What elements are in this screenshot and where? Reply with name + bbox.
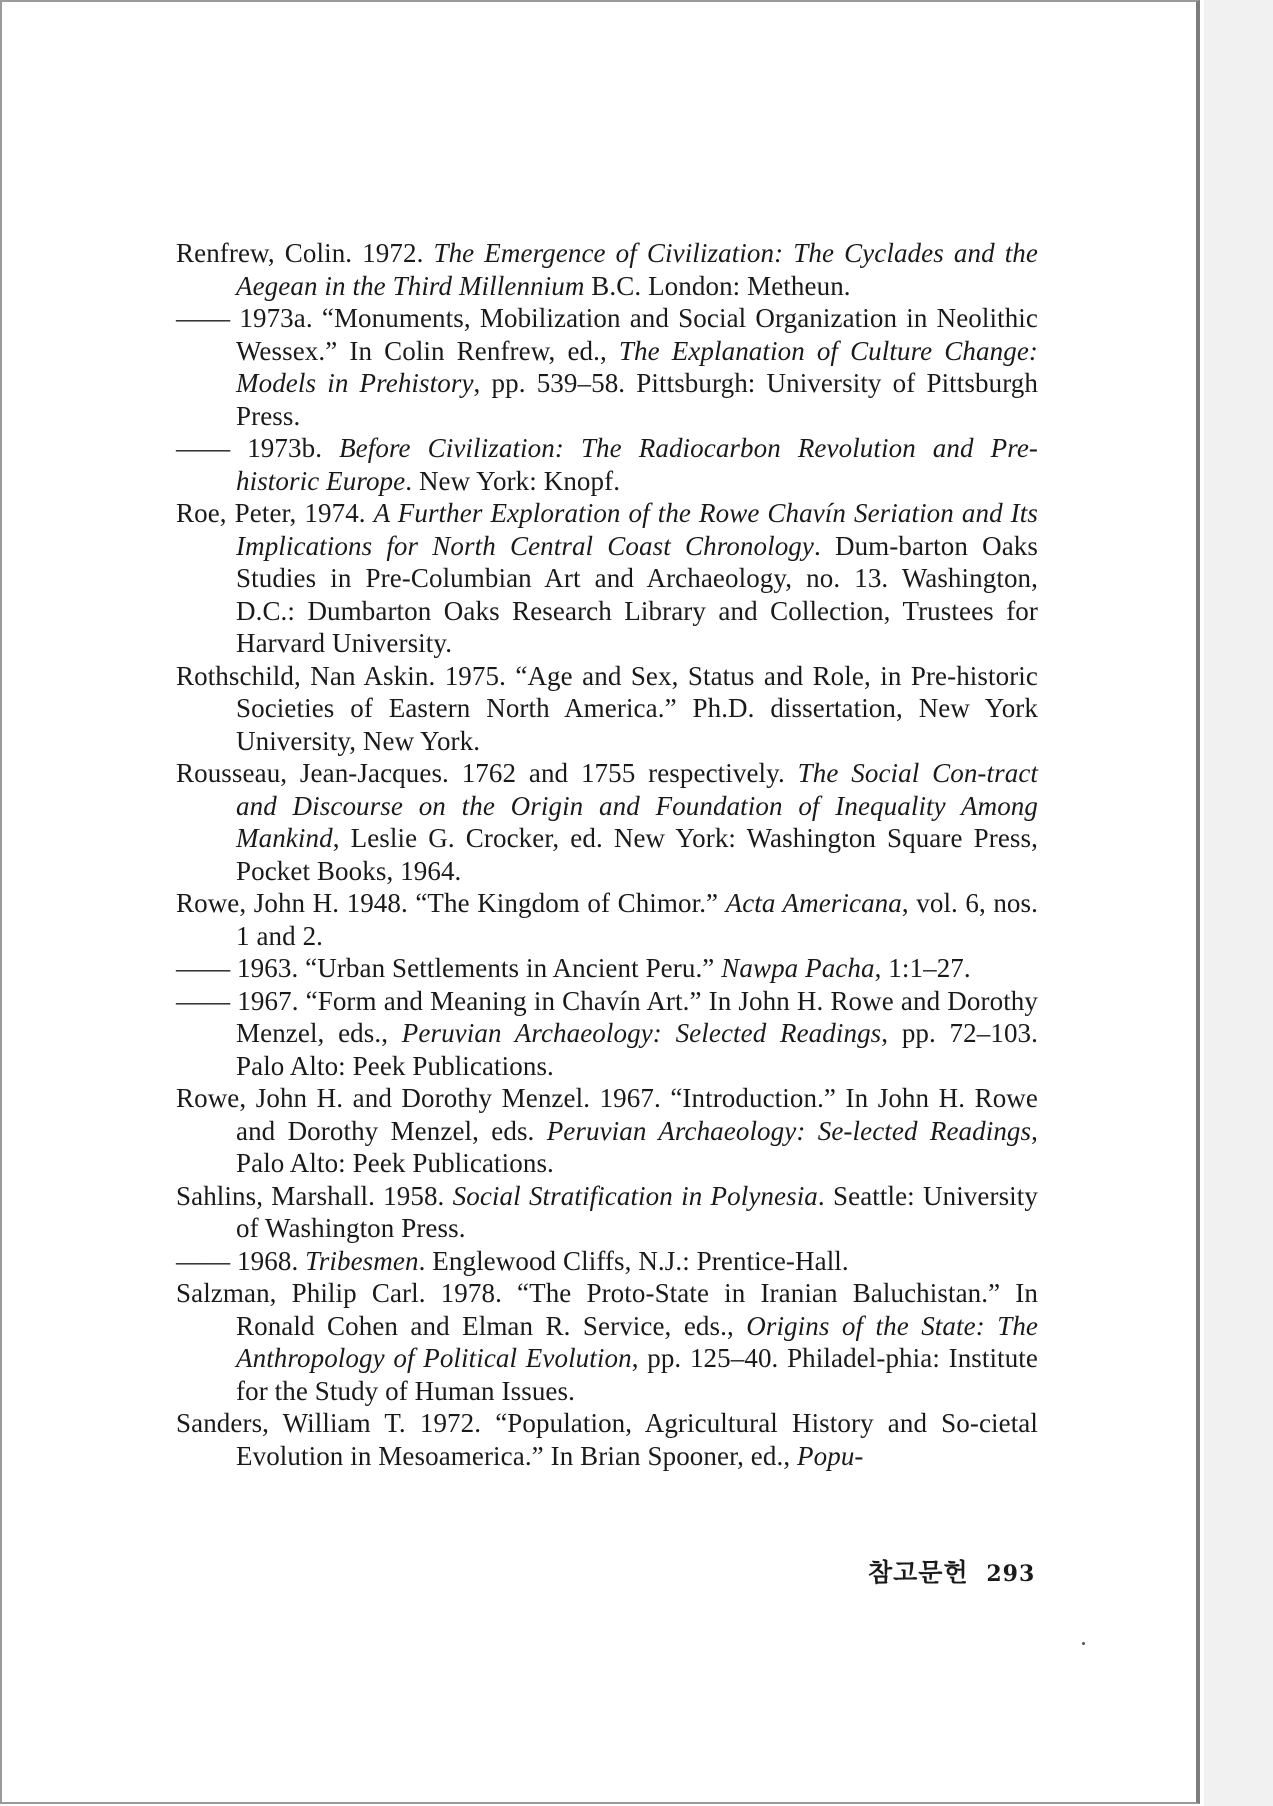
entry-title-italic: The Explanation of Culture Change: Models in Prehistory [236, 335, 1038, 398]
entry-text: Renfrew, Colin. 1972. [176, 238, 434, 268]
entry-title-italic: Nawpa Pacha [721, 953, 875, 983]
entry-title-italic: Tribesmen [305, 1245, 419, 1276]
entry-text: . New York: Knopf. [405, 465, 621, 496]
entry-text: , vol. 6, nos. 1 and 2. [236, 888, 1038, 951]
entry-title-italic: A Further Exploration of the Rowe Chavín Seriation and Its Implications for North Central Coast Chronology [236, 498, 1038, 561]
entry-text: Sahlins, Marshall. 1958. [176, 1180, 453, 1211]
entry-text: , pp. 72–103. Palo Alto: Peek Publications. [236, 1018, 1038, 1081]
entry-title-italic: The Emergence of Civilization: The Cyclades and the Aegean in the Third Millennium [236, 238, 1038, 301]
entry-text: Salzman, Philip Carl. 1978. “The Proto-State in Iranian Baluchistan.” In Ronald Cohen and Elman R. Service, eds., [176, 1278, 1038, 1341]
entry-title-italic: Acta Americana [725, 888, 902, 918]
entry-text: Rowe, John H. 1948. “The Kingdom of Chimor.” [176, 888, 726, 918]
entry-title-italic: Social Stratification in Polynesia [452, 1180, 818, 1211]
entry-text: —— 1973b. [176, 433, 340, 463]
entry-title-italic: Peruvian Archaeology: Selected Readings [401, 1018, 882, 1048]
bibliography-text [176, 237, 1038, 1472]
entry-title-italic: Peruvian Archaeology: Se-lected Readings [546, 1115, 1032, 1146]
entry-title-italic: The Social Con-tract and Discourse on the Origin and Foundation of Inequality Among Mankind [236, 758, 1039, 853]
section-label: 참고문헌 [868, 1558, 969, 1587]
entry-text: . Englewood Cliffs, N.J.: Prentice-Hall. [418, 1245, 849, 1276]
entry-text: Sanders, William T. 1972. “Population, Agricultural History and So-cietal Evolution in Mesoamerica.” In Brian Spooner, ed., [176, 1408, 1038, 1471]
ref-rousseau-1762 [176, 757, 1038, 887]
entry-title-italic: Before Civilization: The Radiocarbon Revolution and Pre-historic Europe [236, 433, 1038, 496]
ref-renfrew-1973a [176, 302, 1038, 432]
entry-text: . Seattle: University of Washington Press. [236, 1180, 1038, 1243]
entry-title-italic: Origins of the State: The Anthropology of Political Evolution [236, 1310, 1039, 1373]
entry-text: , Palo Alto: Peek Publications. [236, 1115, 1038, 1178]
ref-sanders-1972 [176, 1407, 1038, 1472]
scan-speck [1082, 1642, 1085, 1645]
entry-text: —— 1968. [176, 1245, 306, 1276]
entry-text: Rousseau, Jean-Jacques. 1762 and 1755 respectively. [176, 758, 798, 788]
entry-text: —— 1963. “Urban Settlements in Ancient Peru.” [176, 953, 722, 983]
ref-rowe-1948 [176, 887, 1038, 952]
ref-rowe-1963 [176, 952, 1038, 985]
entry-text: —— 1973a. “Monuments, Mobilization and Social Organization in Neolithic Wessex.” In Colin Renfrew, ed., [176, 303, 1038, 366]
entry-text: , 1:1–27. [874, 953, 971, 983]
entry-text: Rothschild, Nan Askin. 1975. “Age and Sex, Status and Role, in Pre-historic Societies of Eastern North America.” Ph.D. dissertation, New York University, New York. [176, 660, 1038, 756]
page-number: 293 [986, 1561, 1036, 1587]
entry-text: . Dum-barton Oaks Studies in Pre-Columbian Art and Archaeology, no. 13. Washington, D.C.: Dumbarton Oaks Research Library and Collection, Trustees for Harvard University. [236, 530, 1038, 658]
entry-text: —— 1967. “Form and Meaning in Chavín Art.” In John H. Rowe and Dorothy Menzel, eds., [176, 985, 1038, 1048]
ref-sahlins-1968 [176, 1245, 1038, 1278]
ref-salzman-1978 [176, 1277, 1038, 1407]
entry-text: , pp. 125–40. Philadel-phia: Institute for the Study of Human Issues. [236, 1343, 1038, 1406]
entry-text: B.C. London: Metheun. [584, 270, 851, 301]
ref-sahlins-1958 [176, 1180, 1038, 1245]
entry-title-italic: Popu- [797, 1440, 864, 1471]
viewer-gutter [1204, 0, 1273, 1806]
entry-text: , Leslie G. Crocker, ed. New York: Washington Square Press, Pocket Books, 1964. [236, 823, 1038, 886]
ref-renfrew-1972 [176, 237, 1038, 302]
ref-roe-1974 [176, 497, 1038, 660]
entry-text: Roe, Peter, 1974. [176, 498, 374, 528]
ref-rothschild-1975 [176, 660, 1038, 758]
ref-renfrew-1973b [176, 432, 1038, 497]
ref-rowe-1967 [176, 985, 1038, 1083]
entry-text: Rowe, John H. and Dorothy Menzel. 1967. “Introduction.” In John H. Rowe and Dorothy Menzel, eds. [176, 1083, 1038, 1146]
entry-text: , pp. 539–58. Pittsburgh: University of Pittsburgh Press. [236, 368, 1038, 431]
page-footer [868, 1553, 1035, 1589]
ref-rowe-menzel-1967 [176, 1082, 1038, 1180]
